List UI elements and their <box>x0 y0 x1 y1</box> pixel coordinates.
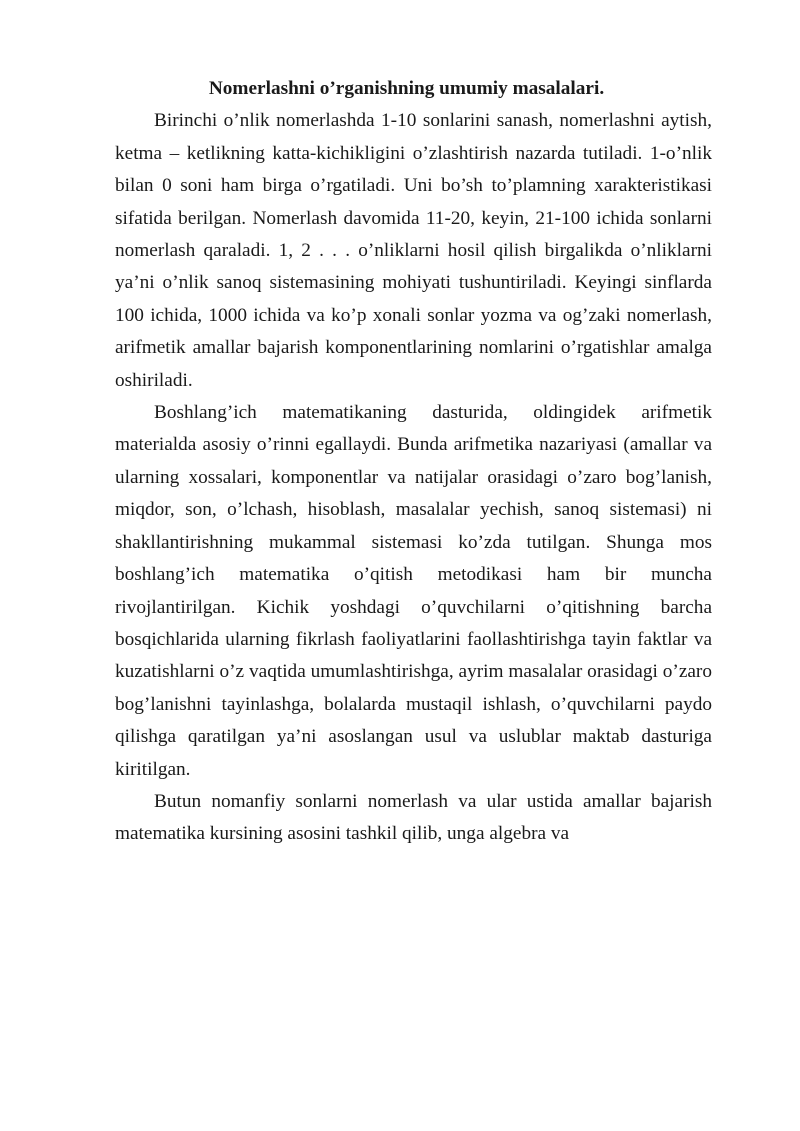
paragraph-curriculum: Boshlang’ich matematikaning dasturida, oldingidek arifmetik materialda asosiy o’rinni egallaydi. Bunda arifmetika nazariyasi (amallar va ularning xossalari, komponentlar va natijalar orasidagi o’zaro bog’lanish, miqdor, son, o’lchash, hisoblash, masalalar yechish, sanoq sistemasi) ni shakllantirishning mukammal sistemasi ko’zda tutilgan. Shunga mos boshlang’ich matematika o’qitish metodikasi ham bir muncha rivojlantirilgan. Kichik yoshdagi o’quvchilarni o’qitishning barcha bosqichlarida ularning fikrlash faoliyatlarini faollashtirishga tayin faktlar va kuzatishlarni o’z vaqtida umumlashtirishga, ayrim masalalar orasidagi o’zaro bog’lanishni tayinlashga, bolalarda mustaqil ishlash, o’quvchilarni paydo qilishga qaratilgan ya’ni asoslangan usul va uslublar maktab dasturiga kiritilgan. <box>115 402 712 780</box>
document-title: Nomerlashni o’rganishning umumiy masalalari. <box>208 78 605 99</box>
paragraph-nonnegative-numbers: Butun nomanfiy sonlarni nomerlash va ular ustida amallar bajarish matematika kursining asosini tashkil qilib, unga algebra va <box>115 790 712 845</box>
document-page <box>115 73 712 851</box>
paragraph-numbering-intro: Birinchi o’nlik nomerlashda 1-10 sonlarini sanash, nomerlashni aytish, ketma – ketlikning katta-kichikligini o’zlashtirish nazarda tutiladi. 1-o’nlik bilan 0 soni ham birga o’rgatiladi. Uni bo’sh to’plamning xarakteristikasi sifatida berilgan. Nomerlash davomida 11-20, keyin, 21-100 ichida sonlarni nomerlash qaraladi. 1, 2 . . . o’nliklarni hosil qilish birgalikda o’nliklarni ya’ni o’nlik sanoq sistemasining mohiyati tushuntiriladi. Keyingi sinflarda 100 ichida, 1000 ichida va ko’p xonali sonlar yozma va og’zaki nomerlash, arifmetik amallar bajarish komponentlarining nomlarini o’rgatishlar amalga oshiriladi. <box>115 110 712 391</box>
